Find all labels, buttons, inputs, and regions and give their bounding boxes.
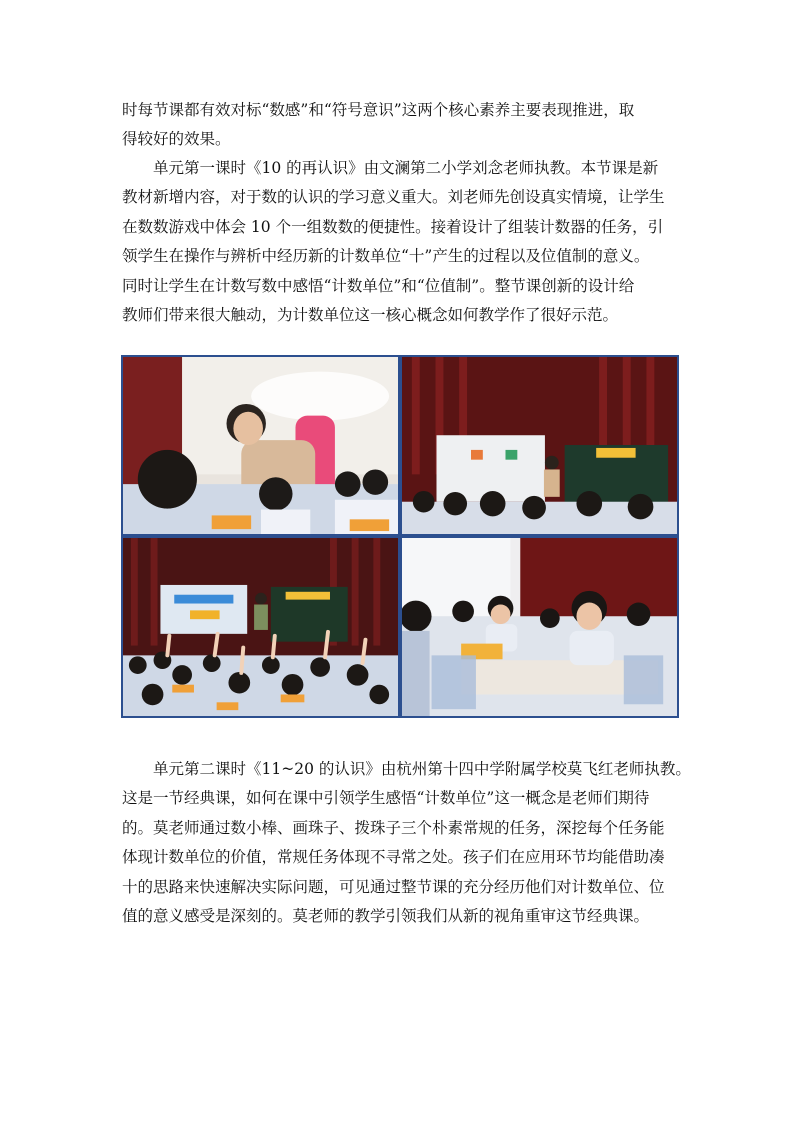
text-line: 单元第一课时《10 的再认识》由文澜第二小学刘念老师执教。本节课是新 xyxy=(122,159,659,177)
text-line: 领学生在操作与辨析中经历新的计数单位“十”产生的过程以及位值制的意义。 xyxy=(122,247,650,266)
paragraph-intro-end xyxy=(122,96,682,155)
text-line: 得较好的效果。 xyxy=(122,130,231,149)
text-line: 在数数游戏中体会 10 个一组数数的便捷性。接着设计了组装计数器的任务，引 xyxy=(122,217,664,236)
text-line: 教材新增内容，对于数的认识的学习意义重大。刘老师先创设真实情境，让学生 xyxy=(122,188,665,207)
paragraph-lesson-two xyxy=(122,755,691,931)
text-line: 同时让学生在计数写数中感悟“计数单位”和“位值制”。整节课创新的设计给 xyxy=(122,276,635,295)
photo-teacher-with-students xyxy=(121,355,400,536)
text-line: 这是一节经典课，如何在课中引领学生感悟“计数单位”这一概念是老师们期待 xyxy=(122,789,650,808)
classroom-photo-grid xyxy=(121,355,679,718)
text-line: 十的思路来快速解决实际问题，可见通过整节课的充分经历他们对计数单位、位 xyxy=(122,877,665,896)
paragraph-lesson-one xyxy=(122,154,682,330)
photo-classroom-board xyxy=(400,355,679,536)
text-line: 教师们带来很大触动，为计数单位这一核心概念如何教学作了很好示范。 xyxy=(122,305,619,324)
text-line: 时每节课都有效对标“数感”和“符号意识”这两个核心素养主要表现推进，取 xyxy=(122,101,635,119)
photo-students-raising-hands xyxy=(121,536,400,718)
text-line: 值的意义感受是深刻的。莫老师的教学引领我们从新的视角重审这节经典课。 xyxy=(122,906,650,925)
text-line: 单元第二课时《11~20 的认识》由杭州第十四中学附属学校莫飞红老师执教。 xyxy=(122,760,691,778)
text-line: 体现计数单位的价值，常规任务体现不寻常之处。孩子们在应用环节均能借助凑 xyxy=(122,848,665,867)
text-line: 的。莫老师通过数小棒、画珠子、拨珠子三个朴素常规的任务，深挖每个任务能 xyxy=(122,818,665,837)
photo-students-working xyxy=(400,536,679,718)
